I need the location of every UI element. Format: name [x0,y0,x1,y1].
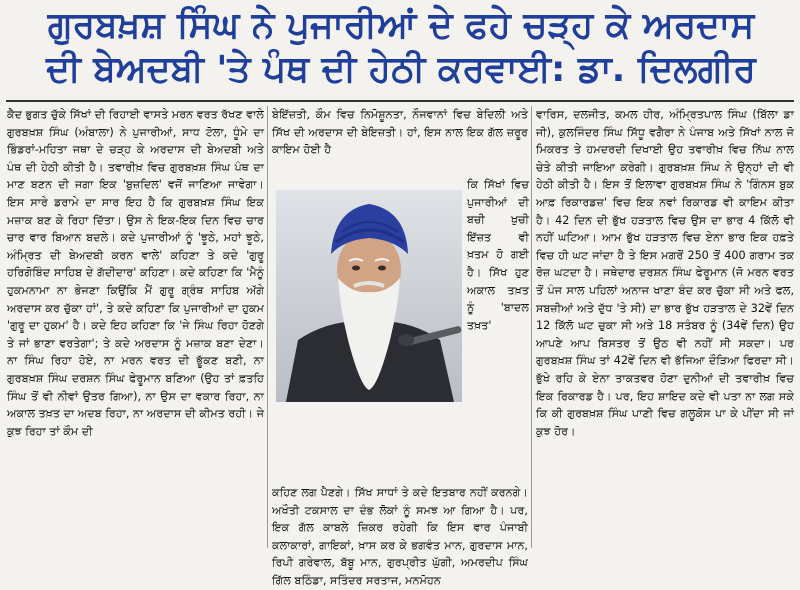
headline-line-2: ਦੀ ਬੇਅਦਬੀ 'ਤੇ ਪੰਥ ਦੀ ਹੇਠੀ ਕਰਵਾਈ: ਡਾ. ਦਿਲਗੀਰ [46,49,756,90]
portrait-photo [276,190,462,402]
article-column-1 [7,106,264,548]
headline-line-1: ਗੁਰਬਖ਼ਸ਼ ਸਿੰਘ ਨੇ ਪੁਜਾਰੀਆਂ ਦੇ ਫਹੇ ਚੜ੍ਹ ਕੇ ਅਰਦਾਸ [47,5,755,46]
article-column-3 [536,106,794,548]
article-column-2-bottom [272,484,528,587]
article-column-2-side [467,176,529,484]
article-column-2-top [272,106,528,178]
article-column-2-top-text: ਬੇਇੱਜ਼ਤੀ, ਕੌਮ ਵਿਚ ਨਿਮੋਸ਼ੂਨਤਾ, ਨੌਜਵਾਨਾਂ ਵਿਚ ਬੇਦਿਲੀ ਅਤੇ ਸਿੱਖ ਦੀ ਅਰਦਾਸ ਦੀ ਬੇਇਜ਼ਤੀ। ਹਾਂ, ਇਸ ਨਾਲ ਇਕ ਗੱਲ ਜ਼ਰੂਰ ਕਾਇਮ ਹੋਈ ਹੈ [272,108,528,157]
article-column-3-text: ਵਾਰਿਸ, ਦਲਜੀਤ, ਕਮਲ ਹੀਰ, ਅੰਮ੍ਰਿਤਪਾਲ ਸਿੰਘ (ਬਿੱਲਾ ਡਾ ਜੀ), ਕੁਲਜਿੰਦਰ ਸਿੰਘ ਸਿੱਧੂ ਵਗੈਰਾ ਨੇ ਪੰਜਾਬ ਅਤੇ ਸਿੱਖਾਂ ਨਾਲ ਜੋ ਮਿਕਰਤ ਤੇ ਹਮਦਰਦੀ ਦਿਖਾਈ ਉਹ ਤਵਾਰੀਖ਼ ਵਿਚ ਨਿੱਘ ਨਾਲ ਚੇਤੇ ਕੀਤੀ ਜਾਇਆ ਕਰੇਗੀ। ਗੁਰਬਖ਼ਸ਼ ਸਿੰਘ ਨੇ ਉਨ੍ਹਾਂ ਦੀ ਵੀ ਹੇਠੀ ਕੀਤੀ ਹੈ। ਇਸ ਤੋਂ ਇਲਾਵਾ ਗੁਰਬਖ਼ਸ਼ ਸਿੰਘ ਨੇ 'ਗਿੰਨਸ ਬੁਕ ਆਫ਼ ਰਿਕਾਰਡਜ਼' ਵਿਚ ਇਕ ਨਵਾਂ ਰਿਕਾਰਡ ਵੀ ਕਾਇਮ ਕੀਤਾ ਹੈ। 42 ਦਿਨ ਦੀ ਭੁੱਖ ਹੜਤਾਲ ਵਿਚ ਉਸ ਦਾ ਭਾਰ 4 ਕਿੱਲੋ ਵੀ ਨਹੀਂ ਘਟਿਆ। ਆਮ ਭੁੱਖ ਹੜਤਾਲ ਵਿਚ ਏਨਾ ਭਾਰ ਇਕ ਹਫ਼ਤੇ ਵਿਚ ਹੀ ਘਟ ਜਾਂਦਾ ਹੈ ਤੇ ਇਸ ਮਗਰੋਂ 250 ਤੋਂ 400 ਗਰਾਮ ਤਕ ਰੋਜ਼ ਘਟਦਾ ਹੈ। ਜਥੇਦਾਰ ਦਰਸ਼ਨ ਸਿੰਘ ਫੇਰੂਮਾਨ (ਜੋ ਮਰਨ ਵਰਤ ਤੋਂ ਪੰਜ ਸਾਲ ਪਹਿਲਾਂ ਅਨਾਜ ਖਾਣਾ ਬੰਦ ਕਰ ਚੁੱਕਾ ਸੀ ਅਤੇ ਫਲ, ਸਬਜ਼ੀਆਂ ਅਤੇ ਦੁੱਧ 'ਤੇ ਸੀ) ਦਾ ਭਾਰ ਭੁੱਖ ਹੜਤਾਲ ਦੇ 32ਵੇਂ ਦਿਨ 12 ਕਿੱਲੋ ਘਟ ਚੁਕਾ ਸੀ ਅਤੇ 18 ਸਤੰਬਰ ਨੂੰ (34ਵੇਂ ਦਿਨ) ਉਹ ਆਪਣੇ ਆਪ ਬਿਸਤਰ ਤੋਂ ਉਠ ਵੀ ਨਹੀਂ ਸੀ ਸਕਦਾ। ਪਰ ਗੁਰਬਖ਼ਸ਼ ਸਿੰਘ ਤਾਂ 42ਵੇਂ ਦਿਨ ਵੀ ਭੱਜਿਆ ਦੌੜਿਆ ਫਿਰਦਾ ਸੀ। ਭੁੱਖੇ ਰਹਿ ਕੇ ਏਨਾ ਤਾਕਤਵਰ ਹੋਣਾ ਦੁਨੀਆਂ ਦੀ ਤਵਾਰੀਖ਼ ਵਿਚ ਇਕ ਰਿਕਾਰਡ ਹੈ। ਪਰ, ਇਹ ਸ਼ਾਇਦ ਕਦੇ ਵੀ ਪਤਾ ਨਾ ਲਗ ਸਕੇ ਕਿ ਕੀ ਗੁਰਬਖ਼ਸ਼ ਸਿੰਘ ਪਾਣੀ ਵਿਚ ਗਲੂਕੋਸ ਪਾ ਕੇ ਪੀਂਦਾ ਸੀ ਜਾਂ ਕੁਝ ਹੋਰ। [536,108,794,438]
article-column-2-side-text: ਕਿ ਸਿੱਖਾਂ ਵਿਚ ਪੁਜਾਰੀਆਂ ਦੀ ਬਚੀ ਖੁਚੀ ਇੱਜ਼ਤ ਵੀ ਖ਼ਤਮ ਹੋ ਗਈ ਹੈ। ਸਿੱਖ ਹੁਣ ਅਕਾਲ ਤਖ਼ਤ ਨੂੰ 'ਬਾਦਲ ਤਖ਼ਤ' [467,178,529,332]
column-divider-1 [267,106,268,548]
portrait-illustration [276,190,462,402]
column-divider-2 [531,106,532,548]
article-column-2-bottom-text: ਕਹਿਣ ਲਗ ਪੈਣਗੇ। ਸਿੱਖ ਸਾਧਾਂ ਤੇ ਕਦੇ ਇਤਬਾਰ ਨਹੀਂ ਕਰਨਗੇ। ਅਖੌਤੀ ਟਕਸਾਲ ਦਾ ਦੰਭ ਲੋਕਾਂ ਨੂੰ ਸਮਝ ਆ ਗਿਆ ਹੈ। ਪਰ, ਇਕ ਗੱਲ ਕਾਬਲੇ ਜ਼ਿਕਰ ਰਹੇਗੀ ਕਿ ਇਸ ਵਾਰ ਪੰਜਾਬੀ ਕਲਾਕਾਰਾਂ, ਗਾਇਕਾਂ, ਖ਼ਾਸ ਕਰ ਕੇ ਭਗਵੰਤ ਮਾਨ, ਗੁਰਦਾਸ ਮਾਨ, ਰਿਪੀ ਗਰੇਵਾਲ, ਬੱਬੂ ਮਾਨ, ਗੁਰਪ੍ਰੀਤ ਘੁੱਗੀ, ਅਮਰਦੀਪ ਸਿੰਘ ਗਿੱਲ ਬਠਿੰਡਾ, ਸਤਿੰਦਰ ਸਰਤਾਜ, ਮਨਮੋਹਨ [272,486,528,587]
headline-rule [6,100,794,102]
article-column-1-text: ਕੈਦ ਭੁਗਤ ਚੁੱਕੇ ਸਿੱਖਾਂ ਦੀ ਰਿਹਾਈ ਵਾਸਤੇ ਮਰਨ ਵਰਤ ਰੱਖਣ ਵਾਲੇ ਗੁਰਬਖ਼ਸ਼ ਸਿੰਘ (ਅੰਬਾਲਾ) ਨੇ ਪੁਜਾਰੀਆਂ, ਸਾਧ ਟੋਲਾ, ਧੂੰਮੇ ਦਾ ਭਿੰਡਰਾਂ-ਮਹਿਤਾ ਜਥਾ ਦੇ ਚੜ੍ਹ ਕੇ ਅਰਦਾਸ ਦੀ ਬੇਅਦਬੀ ਅਤੇ ਪੰਥ ਦੀ ਹੇਠੀ ਕੀਤੀ ਹੈ। ਤਵਾਰੀਖ਼ ਵਿਚ ਗੁਰਬਖ਼ਸ਼ ਸਿੰਘ ਪੰਥ ਦਾ ਮਾਣ ਬਣਨ ਦੀ ਜਗਾ ਇਕ 'ਬੁਜ਼ਦਿਲ' ਵਜੋਂ ਜਾਣਿਆ ਜਾਵੇਗਾ। ਇਸ ਸਾਰੇ ਡਰਾਮੇ ਦਾ ਸਾਰ ਇਹ ਹੈ ਕਿ ਗੁਰਬਖ਼ਸ਼ ਸਿੰਘ ਇਕ ਮਜ਼ਾਕ ਬਣ ਕੇ ਰਿਹਾ ਦਿੱਤਾ। ਉਸ ਨੇ ਇਕ-ਇਕ ਦਿਨ ਵਿਚ ਚਾਰ ਚਾਰ ਵਾਰ ਬਿਆਨ ਬਦਲੇ। ਕਦੇ ਪੁਜਾਰੀਆਂ ਨੂੰ 'ਝੂਠੇ, ਮਹਾਂ ਝੂਠੇ, ਅੰਮ੍ਰਿਤ ਦੀ ਬੇਅਦਬੀ ਕਰਨ ਵਾਲੇ' ਕਹਿਣਾ ਤੇ ਕਦੇ 'ਗੁਰੂ ਹਰਿਗੋਬਿੰਦ ਸਾਹਿਬ ਦੇ ਗੱਦੀਦਾਰ' ਕਹਿਣਾ। ਕਦੇ ਕਹਿਣਾ ਕਿ 'ਮੈਨੂੰ ਹੁਕਮਨਾਮਾ ਨਾ ਭੇਜਣਾ ਕਿਉਂਕਿ ਮੈਂ ਗੁਰੂ ਗ੍ਰੰਥ ਸਾਹਿਬ ਅੱਗੇ ਅਰਦਾਸ ਕਰ ਚੁੱਕਾ ਹਾਂ', ਤੇ ਕਦੇ ਕਹਿਣਾ ਕਿ ਪੁਜਾਰੀਆਂ ਦਾ ਹੁਕਮ 'ਗੁਰੂ ਦਾ ਹੁਕਮ' ਹੈ। ਕਦੇ ਇਹ ਕਹਿਣਾ ਕਿ 'ਜੇ ਸਿੰਘ ਰਿਹਾ ਹੋਣਗੇ ਤੇ ਜਾਂ ਭਾਣਾ ਵਰਤੇਗਾ'; ਤੇ ਕਦੇ ਅਰਦਾਸ ਨੂੰ ਮਜ਼ਾਕ ਬਣਾ ਦੇਣਾ। ਨਾ ਸਿੰਘ ਰਿਹਾ ਹੋਏ, ਨਾ ਮਰਨ ਵਰਤ ਦੀ ਭੂੱਕਣ ਬਣੀ, ਨਾ ਗੁਰਬਖ਼ਸ਼ ਸਿੰਘ ਦਰਸ਼ਨ ਸਿੰਘ ਫੇਰੂਮਾਨ ਬਣਿਆ (ਉਹ ਤਾਂ ਫ਼ਤਹਿ ਸਿੰਘ ਤੋਂ ਵੀ ਨੀਵਾਂ ਉਤਰ ਗਿਆ), ਨਾ ਉਸ ਦਾ ਵਕਾਰ ਰਿਹਾ, ਨਾ ਅਕਾਲ ਤਖ਼ਤ ਦਾ ਅਦਬ ਰਿਹਾ, ਨਾ ਅਰਦਾਸ ਦੀ ਕੀਮਤ ਰਹੀ। ਜੇ ਕੁਝ ਰਿਹਾ ਤਾਂ ਕੌਮ ਦੀ [7,108,264,438]
